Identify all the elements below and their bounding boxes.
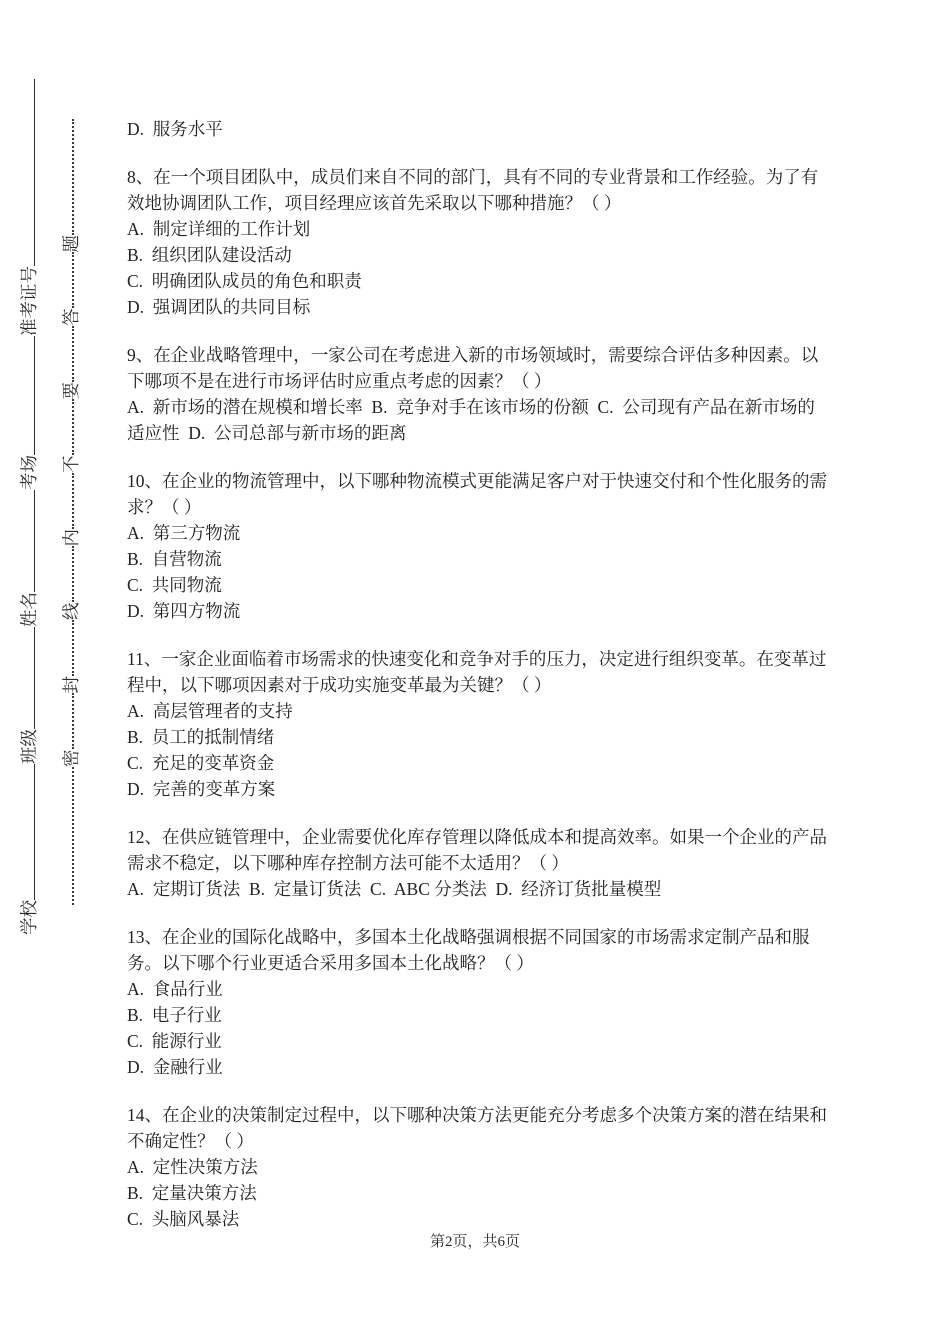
- field-blank-5: [20, 79, 35, 266]
- field-blank-2: [20, 627, 35, 729]
- carryover-option-d: D. 服务水平: [127, 119, 223, 139]
- question-stem: [127, 824, 827, 876]
- seal-char: 内: [61, 529, 81, 547]
- question-option: D. 第四方物流: [127, 601, 241, 621]
- question-number: 12、: [127, 827, 162, 847]
- field-label-2: 班级: [19, 729, 39, 764]
- seal-dots: [72, 119, 74, 235]
- seal-dotted-line: [58, 119, 84, 905]
- question-stem: [127, 164, 827, 216]
- question-stem-text: 在企业战略管理中，一家公司在考虑进入新的市场领域时，需要综合评估多种因素。以下哪项不是在进行市场评估时应重点考虑的因素？（ ）: [127, 345, 819, 391]
- question-number: 10、: [127, 471, 162, 491]
- question-stem: [127, 1102, 827, 1154]
- questions-area: [127, 116, 827, 1232]
- seal-dots: [72, 547, 74, 603]
- question-stem-text: 在供应链管理中，企业需要优化库存管理以降低成本和提高效率。如果一个企业的产品需求不稳定，以下哪种库存控制方法可能不太适用？（ ）: [127, 827, 827, 873]
- question-number: 8、: [127, 167, 154, 187]
- question-block: [127, 164, 827, 320]
- field-blank-4: [20, 336, 35, 455]
- question-stem-text: 在企业的物流管理中，以下哪种物流模式更能满足客户对于快速交付和个性化服务的需求？（ ）: [127, 471, 827, 517]
- seal-char: 不: [61, 455, 81, 473]
- seal-char: 答: [61, 308, 81, 326]
- question-option: D. 金融行业: [127, 1057, 223, 1077]
- seal-dots: [72, 620, 74, 676]
- question-option: C. 能源行业: [127, 1031, 222, 1051]
- seal-dots: [72, 767, 74, 905]
- question-block: [127, 924, 827, 1080]
- question-block: [127, 468, 827, 624]
- question-number: 11、: [127, 649, 162, 669]
- question-option: B. 定量决策方法: [127, 1183, 257, 1203]
- question-block: [127, 1102, 827, 1232]
- question-list: [127, 164, 827, 1232]
- question-option: A. 食品行业: [127, 979, 223, 999]
- question-stem: [127, 646, 827, 698]
- question-option: B. 组织团队建设活动: [127, 245, 292, 265]
- seal-char: 要: [61, 382, 81, 400]
- seal-char: 线: [61, 602, 81, 620]
- question-number: 13、: [127, 927, 162, 947]
- question-option: A. 制定详细的工作计划: [127, 219, 311, 239]
- seal-dots: [72, 400, 74, 456]
- seal-dots: [72, 326, 74, 382]
- question-block: [127, 824, 827, 902]
- question-option: A. 高层管理者的支持: [127, 701, 293, 721]
- question-option: A. 第三方物流: [127, 523, 241, 543]
- question-stem-text: 在企业的决策制定过程中，以下哪种决策方法更能充分考虑多个决策方案的潜在结果和不确定性？（ ）: [127, 1105, 827, 1151]
- student-info-line: [16, 79, 42, 935]
- seal-dots: [72, 473, 74, 529]
- question-stem: [127, 924, 827, 976]
- question-option: C. 共同物流: [127, 575, 222, 595]
- question-option: A. 定性决策方法: [127, 1157, 258, 1177]
- question-option: C. 明确团队成员的角色和职责: [127, 271, 362, 291]
- seal-char: 密: [61, 749, 81, 767]
- question-option: B. 员工的抵制情绪: [127, 727, 275, 747]
- question-block: [127, 646, 827, 802]
- question-option: D. 强调团队的共同目标: [127, 297, 311, 317]
- question-stem-text: 一家企业面临着市场需求的快速变化和竞争对手的压力，决定进行组织变革。在变革过程中，以下哪项因素对于成功实施变革最为关键？（ ）: [127, 649, 827, 695]
- seal-dots: [72, 694, 74, 750]
- question-number: 14、: [127, 1105, 162, 1125]
- page-footer: 第2页，共6页: [429, 1234, 520, 1250]
- field-blank-1: [20, 764, 35, 900]
- question-option: C. 充足的变革资金: [127, 753, 275, 773]
- field-label-3: 姓名: [19, 592, 39, 627]
- field-blank-3: [20, 490, 35, 592]
- question-stem-text: 在一个项目团队中，成员们来自不同的部门，具有不同的专业背景和工作经验。为了有效地协调团队工作，项目经理应该首先采取以下哪种措施？（ ）: [127, 167, 819, 213]
- question-options-inline: A. 定期订货法 B. 定量订货法 C. ABC 分类法 D. 经济订货批量模型: [127, 879, 662, 899]
- seal-char: 题: [61, 235, 81, 253]
- question-block: [127, 342, 827, 446]
- question-stem: [127, 468, 827, 520]
- question-stem: [127, 342, 827, 394]
- seal-char: 封: [61, 676, 81, 694]
- field-label-5: 准考证号: [19, 266, 39, 336]
- question-stem-text: 在企业的国际化战略中，多国本土化战略强调根据不同国家的市场需求定制产品和服务。以下哪个行业更适合采用多国本土化战略？（ ）: [127, 927, 810, 973]
- seal-dots: [72, 253, 74, 309]
- question-option: B. 自营物流: [127, 549, 222, 569]
- field-label-1: 学校: [19, 900, 39, 935]
- question-number: 9、: [127, 345, 154, 365]
- question-option: D. 完善的变革方案: [127, 779, 276, 799]
- question-options-inline: A. 新市场的潜在规模和增长率 B. 竞争对手在该市场的份额 C. 公司现有产品在新市场的适应性 D. 公司总部与新市场的距离: [127, 397, 815, 443]
- question-option: B. 电子行业: [127, 1005, 222, 1025]
- field-label-4: 考场: [19, 455, 39, 490]
- question-option: C. 头脑风暴法: [127, 1209, 240, 1229]
